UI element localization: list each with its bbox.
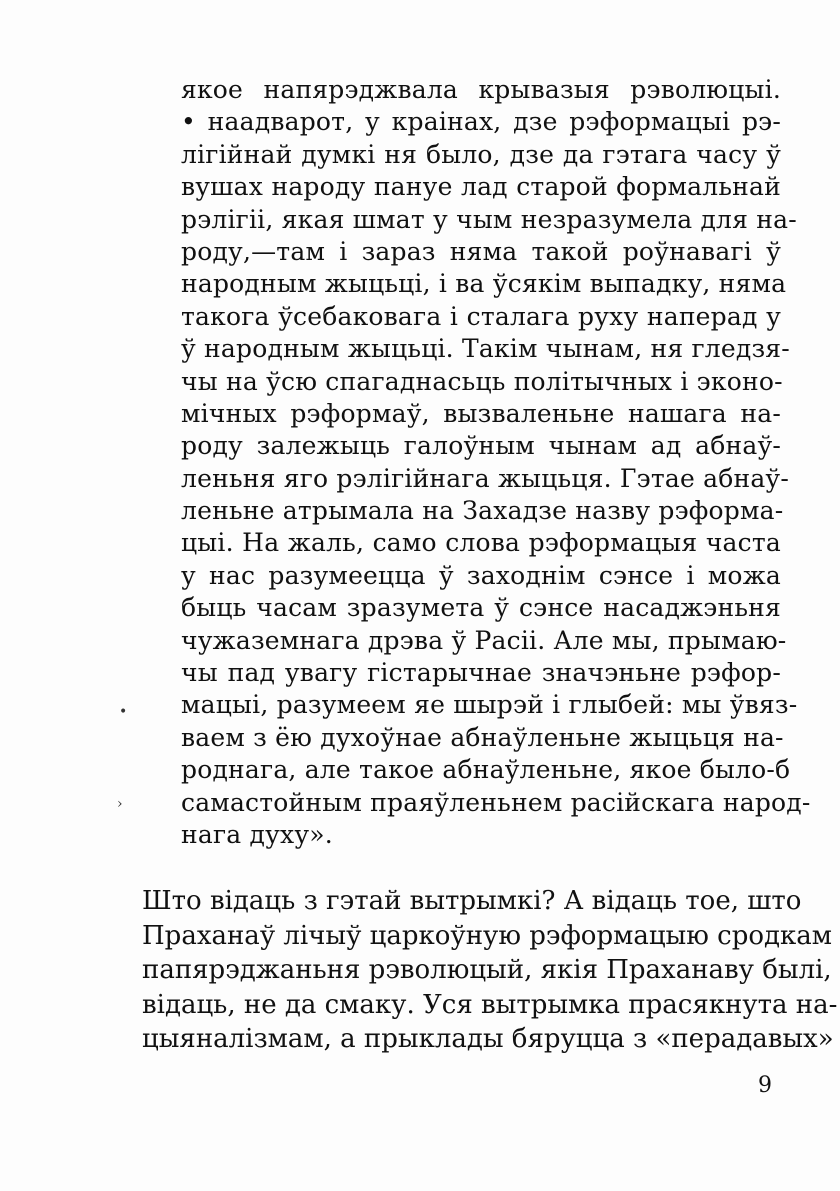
quote-line: чы на ўсю спагаднасьць політычных і эконо-: [181, 366, 783, 396]
quote-line: народным жыцьці, і ва ўсякім выпадку, няма: [181, 269, 787, 299]
quote-line: якое напярэджвала крывазыя рэволюцыі.: [181, 75, 781, 104]
quote-line: самастойным праяўленьнем расійскага народ-: [181, 787, 811, 817]
body-line: відаць, не да смаку. Уся вытрымка прасякнута на-: [142, 989, 838, 1020]
quote-line: цыі. На жаль, само слова рэформацыя часта: [181, 528, 781, 558]
page-number: 9: [758, 1073, 772, 1098]
quote-line: мічных рэформаў, вызваленьне нашага на-: [181, 398, 781, 428]
quote-line: леньне атрымала на Захадзе назву рэформа-: [181, 496, 784, 526]
quote-line: ў народным жыцьці. Такім чынам, ня гледзя-: [181, 334, 790, 364]
quote-line: у нас разумеецца ў заходнім сэнсе і можа: [181, 560, 781, 590]
body-line: папярэджаньня рэволюцый, якія Праханаву былі,: [142, 955, 832, 986]
main-text-block: [142, 884, 838, 1057]
quote-line: роднага, але такое абнаўленьне, якое было-б: [181, 755, 791, 785]
margin-tick-mark: ›: [117, 796, 123, 812]
quote-line: чы пад увагу гістарычнае значэньне рэфор-: [181, 658, 781, 688]
body-line: Праханаў лічыў царкоўную рэформацыю сродкам: [142, 920, 832, 951]
quote-line: роду залежыць галоўным чынам ад абнаў-: [181, 431, 781, 461]
quote-line: чужаземнага дрэва ў Расіі. Але мы, прымаю-: [181, 625, 787, 655]
quote-line: роду,—там і зараз няма такой роўнавагі ў: [181, 236, 781, 266]
quote-line: быць часам зразумета ў сэнсе насаджэньня: [181, 593, 781, 623]
quote-line: вушах народу пануе лад старой формальнай: [181, 172, 781, 202]
quote-line: рэлігіі, якая шмат у чым незразумела для на-: [181, 204, 797, 234]
body-line: Што відаць з гэтай вытрымкі? А відаць тое, што: [142, 886, 802, 916]
quote-line: ваем з ёю духоўнае абнаўленьне жыцьця на-: [181, 722, 784, 752]
body-line: цыяналізмам, а прыклады бяруцца з «перадавых»: [142, 1024, 834, 1055]
quote-line: леньня яго рэлігійнага жыцьця. Гэтае абнаў-: [181, 463, 789, 493]
quote-line: нага духу».: [181, 819, 333, 849]
quote-line: мацыі, разумеем яе шырэй і глыбей: мы ўвяз-: [181, 690, 798, 720]
quote-line: • наадварот, у краінах, дзе рэформацыі рэ-: [181, 107, 781, 137]
quotation-block: [181, 74, 811, 851]
quote-line: такога ўсебаковага і сталага руху наперад у: [181, 301, 781, 331]
margin-dot-mark: •: [119, 704, 128, 720]
quote-line: лігійнай думкі ня было, дзе да гэтага часу ў: [181, 139, 781, 169]
